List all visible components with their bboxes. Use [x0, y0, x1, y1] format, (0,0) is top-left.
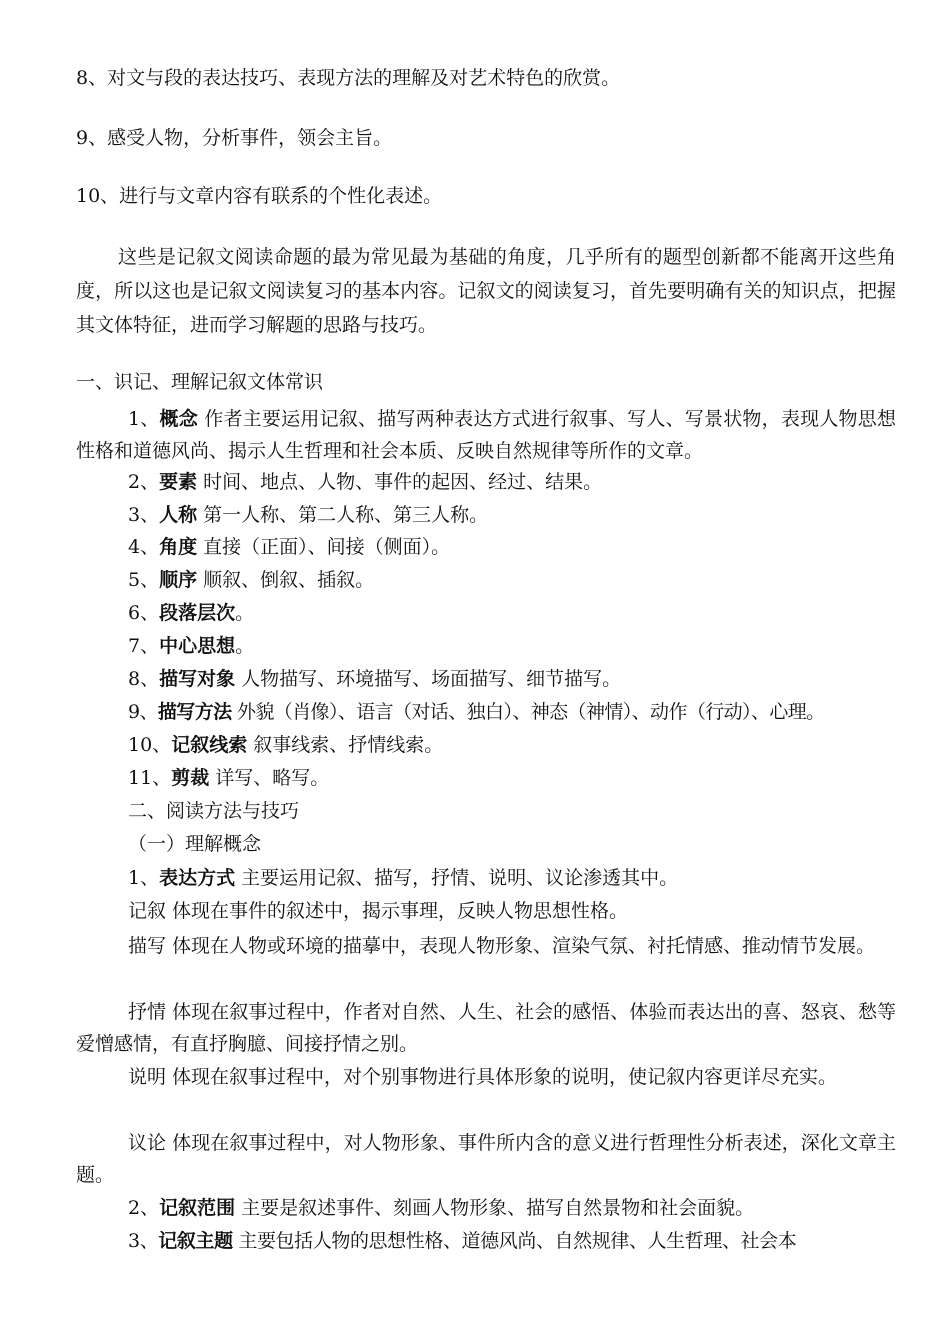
- subsection-heading: （一）理解概念: [128, 833, 262, 855]
- mode-lyric: 抒情 体现在叙事过程中，作者对自然、人生、社会的感悟、体验而表达出的喜、怒哀、愁等爱憎感情，有直抒胸臆、间接抒情之别。: [76, 1001, 896, 1055]
- mode-argument: 议论 体现在叙事过程中，对人物形象、事件所内含的意义进行哲理性分析表述，深化文章主题。: [76, 1132, 896, 1186]
- mode-description: 描写 体现在人物或环境的描摹中，表现人物形象、渲染气氛、衬托情感、推动情节发展。: [128, 935, 876, 957]
- term-label: 段落层次: [159, 602, 236, 624]
- method-item-expression: 1、表达方式 主要运用记叙、描写，抒情、说明、议论渗透其中。: [128, 867, 679, 889]
- knowledge-item-person: 3、人称 第一人称、第二人称、第三人称。: [128, 504, 489, 526]
- term-label: 概念: [159, 408, 198, 430]
- term-label: 要素: [159, 471, 198, 493]
- knowledge-item-elements: 2、要素 时间、地点、人物、事件的起因、经过、结果。: [128, 471, 603, 493]
- term-label: 角度: [159, 536, 198, 558]
- knowledge-item-order: 5、顺序 顺叙、倒叙、插叙。: [128, 569, 375, 591]
- term-label: 中心思想: [159, 635, 236, 657]
- knowledge-item-cropping: 11、剪裁 详写、略写。: [128, 767, 330, 789]
- term-label: 记叙范围: [159, 1197, 236, 1219]
- term-label: 记叙线索: [171, 734, 248, 756]
- intro-paragraph: 这些是记叙文阅读命题的最为常见最为基础的角度，几乎所有的题型创新都不能离开这些角度，所以这也是记叙文阅读复习的基本内容。记叙文的阅读复习，首先要明确有关的知识点，把握其文体特征，进而学习解题的思路与技巧。: [76, 246, 896, 336]
- intro-item-8: 8、对文与段的表达技巧、表现方法的理解及对艺术特色的欣赏。: [76, 67, 621, 89]
- intro-item-9: 9、感受人物，分析事件，领会主旨。: [76, 127, 393, 149]
- knowledge-item-clue: 10、记叙线索 叙事线索、抒情线索。: [128, 734, 444, 756]
- term-label: 表达方式: [159, 867, 236, 889]
- method-item-scope: 2、记叙范围 主要是叙述事件、刻画人物形象、描写自然景物和社会面貌。: [128, 1197, 755, 1219]
- term-label: 人称: [159, 504, 198, 526]
- method-item-theme: 3、记叙主题 主要包括人物的思想性格、道德风尚、自然规律、人生哲理、社会本: [128, 1230, 797, 1252]
- term-label: 描写对象: [159, 668, 236, 690]
- knowledge-item-structure: 6、段落层次。: [128, 602, 255, 624]
- knowledge-item-central-idea: 7、中心思想。: [128, 635, 255, 657]
- mode-narration: 记叙 体现在事件的叙述中，揭示事理，反映人物思想性格。: [128, 900, 629, 922]
- intro-item-10: 10、进行与文章内容有联系的个性化表述。: [76, 185, 443, 207]
- knowledge-item-description-object: 8、描写对象 人物描写、环境描写、场面描写、细节描写。: [128, 668, 622, 690]
- term-label: 剪裁: [171, 767, 210, 789]
- term-label: 顺序: [159, 569, 198, 591]
- section-2-heading: 二、阅读方法与技巧: [128, 800, 300, 822]
- term-label: 描写方法: [157, 701, 232, 723]
- knowledge-item-description-method: 9、描写方法 外貌（肖像）、语言（对话、独白）、神态（神情）、动作（行动）、心理。: [128, 701, 825, 723]
- section-1-heading: 一、识记、理解记叙文体常识: [76, 371, 324, 393]
- term-label: 记叙主题: [158, 1230, 233, 1252]
- knowledge-item-concept: 1、概念 作者主要运用记叙、描写两种表达方式进行叙事、写人、写景状物，表现人物思想性格和道德风尚、揭示人生哲理和社会本质、反映自然规律等所作的文章。: [76, 408, 896, 462]
- knowledge-item-angle: 4、角度 直接（正面）、间接（侧面）。: [128, 536, 451, 558]
- mode-exposition: 说明 体现在叙事过程中，对个别事物进行具体形象的说明，使记叙内容更详尽充实。: [128, 1066, 838, 1088]
